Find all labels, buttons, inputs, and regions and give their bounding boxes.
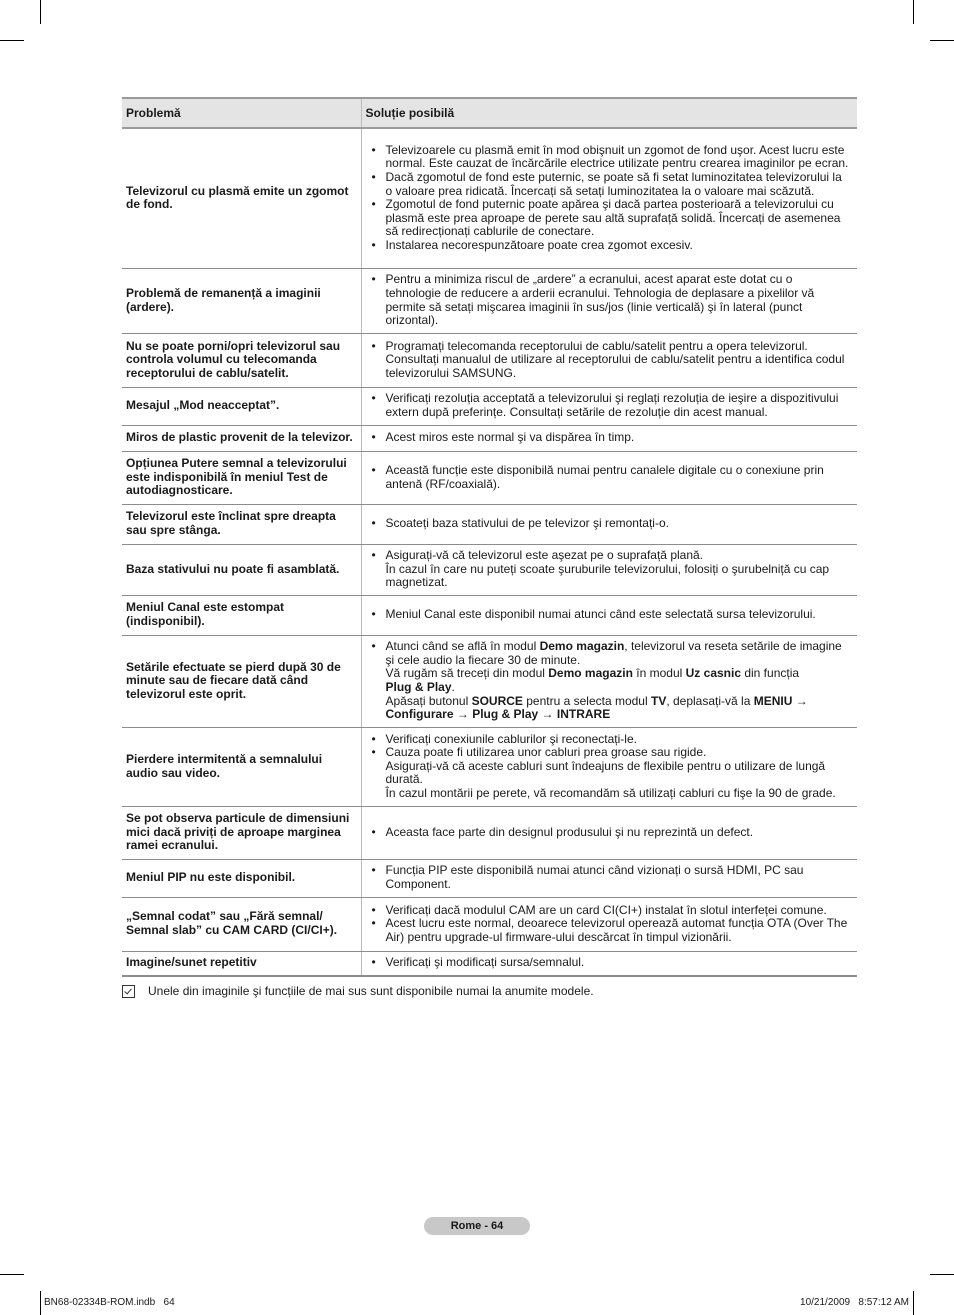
solution-cell [361,595,857,635]
table-row [122,451,857,504]
solution-cell [361,387,857,425]
solution-item: • Pentru a minimiza riscul de „ardere” a ecranului, acest aparat este dotat cu o tehnologie de reducere a arderii ecranului. Tehnologia de deplasare a pixelilor vă permite să setați mişcarea imaginii în sus/jos (linie verticală) şi în lateral (punct orizontal). [366,273,852,327]
problem-cell: Setările efectuate se pierd după 30 de minute sau de fiecare dată când televizorul este oprit. [122,635,361,727]
solution-cell [361,504,857,544]
troubleshooting-table [122,97,857,977]
table-row [122,806,857,859]
crop-mark [0,1274,24,1275]
table-header-row [122,98,857,128]
solution-item: • Verificați dacă modulul CAM are un card CI(CI+) instalat în slotul interfeței comune. [366,904,852,918]
table-row [122,333,857,387]
solution-item: • Funcția PIP este disponibilă numai atunci când vizionați o sursă HDMI, PC sau Component. [366,864,852,891]
solution-item: • Cauza poate fi utilizarea unor cabluri prea groase sau rigide. Asigurați-vă că aceste cabluri sunt îndeajuns de flexibile pentru o utilizare de lungă durată. În cazul montării pe perete, vă recomandăm să utilizați cabluri cu fişe la 90 de grade. [366,746,852,800]
solution-cell [361,425,857,451]
table-row [122,595,857,635]
problem-cell: Se pot observa particule de dimensiuni mici dacă priviți de aproape marginea ramei ecranului. [122,806,361,859]
solution-cell [361,544,857,595]
table-row [122,897,857,951]
table-row [122,635,857,727]
problem-cell: Nu se poate porni/opri televizorul sau controla volumul cu telecomanda receptorului de cablu/satelit. [122,333,361,387]
problem-cell: Problemă de remanență a imaginii (ardere). [122,268,361,333]
solution-item: • Instalarea necorespunzătoare poate crea zgomot excesiv. [366,239,852,253]
solution-item: • Aceasta face parte din designul produsului şi nu reprezintă un defect. [366,826,852,840]
footnote [122,984,594,998]
solution-item: • Această funcție este disponibilă numai pentru canalele digitale cu o conexiune prin antenă (RF/coaxială). [366,464,852,491]
problem-cell: Mesajul „Mod neacceptat”. [122,387,361,425]
solution-cell [361,951,857,976]
solution-item: • Meniul Canal este disponibil numai atunci când este selectată sursa televizorului. [366,608,852,622]
solution-cell [361,727,857,806]
solution-item: • Acest lucru este normal, deoarece televizorul operează automat funcția OTA (Over The Air) pentru upgrade-ul firmware-ului descărcat în timpul vizionării. [366,917,852,944]
solution-item: • Verificați rezoluția acceptată a televizorului şi reglați rezoluția de ieşire a dispozitivului extern după preferințe. Consultați setările de rezoluție din acest manual. [366,392,852,419]
solution-cell [361,635,857,727]
footnote-text: Unele din imaginile şi funcțiile de mai sus sunt disponibile numai la anumite modele. [148,984,594,998]
solution-item: • Zgomotul de fond puternic poate apărea şi dacă partea posterioară a televizorului cu plasmă este prea aproape de perete sau altă suprafață solidă. Încercați de asemenea să redirecționați cablurile de conectare. [366,198,852,239]
footer-file-name: BN68-02334B-ROM.indb 64 [44,1297,175,1308]
table-row [122,387,857,425]
solution-item: • Verificați conexiunile cablurilor şi reconectați-le. [366,733,852,747]
solution-item: • Atunci când se află în modul Demo magazin, televizorul va reseta setările de imagine şi cele audio la fiecare 30 de minute. Vă rugăm să treceți din modul Demo magazin în modul Uz casnic din funcția Plug & Play. Apăsați butonul SOURCE pentru a selecta modul TV, deplasați-vă la MENIU → Configurare → Plug & Play → INTRARE [366,640,852,722]
solution-cell [361,333,857,387]
problem-cell: Televizorul este înclinat spre dreapta sau spre stânga. [122,504,361,544]
table-row [122,504,857,544]
problem-cell: Televizorul cu plasmă emite un zgomot de fond. [122,128,361,268]
crop-mark [913,0,914,24]
solution-cell [361,806,857,859]
troubleshooting-table-container [122,97,857,977]
note-icon [122,985,135,998]
solution-cell [361,128,857,268]
crop-mark [40,1291,41,1315]
header-problem: Problemă [122,98,361,128]
solution-cell [361,859,857,897]
page-number-badge: Rome - 64 [424,1217,530,1235]
crop-mark [930,40,954,41]
solution-cell [361,268,857,333]
table-row [122,544,857,595]
problem-cell: Miros de plastic provenit de la televizor. [122,425,361,451]
table-row [122,859,857,897]
problem-cell: Pierdere intermitentă a semnalului audio sau video. [122,727,361,806]
problem-cell: Opțiunea Putere semnal a televizorului este indisponibilă în meniul Test de autodiagnosticare. [122,451,361,504]
table-row [122,951,857,976]
problem-cell: „Semnal codat” sau „Fără semnal/ Semnal slab” cu CAM CARD (CI/CI+). [122,897,361,951]
table-row [122,128,857,268]
crop-mark [0,40,24,41]
solution-item: • Programați telecomanda receptorului de cablu/satelit pentru a opera televizorul. Consultați manualul de utilizare al receptorului de cablu/satelit pentru a identifica codul televizorului SAMSUNG. [366,340,852,381]
table-row [122,268,857,333]
solution-item: • Acest miros este normal şi va dispărea în timp. [366,431,852,445]
solution-cell [361,451,857,504]
crop-mark [913,1291,914,1315]
crop-mark [930,1274,954,1275]
problem-cell: Baza stativului nu poate fi asamblată. [122,544,361,595]
header-solution: Soluție posibilă [361,98,857,128]
solution-item: • Asigurați-vă că televizorul este aşezat pe o suprafață plană. În cazul în care nu puteți scoate şuruburile televizorului, folosiți o şurubelniță cu cap magnetizat. [366,549,852,590]
solution-item: • Scoateți baza stativului de pe televizor şi remontați-o. [366,517,852,531]
problem-cell: Meniul Canal este estompat (indisponibil). [122,595,361,635]
solution-item: • Verificați şi modificați sursa/semnalul. [366,956,852,970]
problem-cell: Meniul PIP nu este disponibil. [122,859,361,897]
table-row [122,425,857,451]
table-row [122,727,857,806]
solution-item: • Dacă zgomotul de fond este puternic, se poate să fi setat luminozitatea televizorului la o valoare prea ridicată. Încercați să setați luminozitatea la o valoare mai scăzută. [366,171,852,198]
crop-mark [40,0,41,24]
solution-item: • Televizoarele cu plasmă emit în mod obişnuit un zgomot de fond uşor. Acest lucru este normal. Este cauzat de încărcările electrice utilizate pentru crearea imaginilor pe ecran. [366,144,852,171]
solution-cell [361,897,857,951]
footer-datetime: 10/21/2009 8:57:12 AM [800,1297,909,1308]
problem-cell: Imagine/sunet repetitiv [122,951,361,976]
